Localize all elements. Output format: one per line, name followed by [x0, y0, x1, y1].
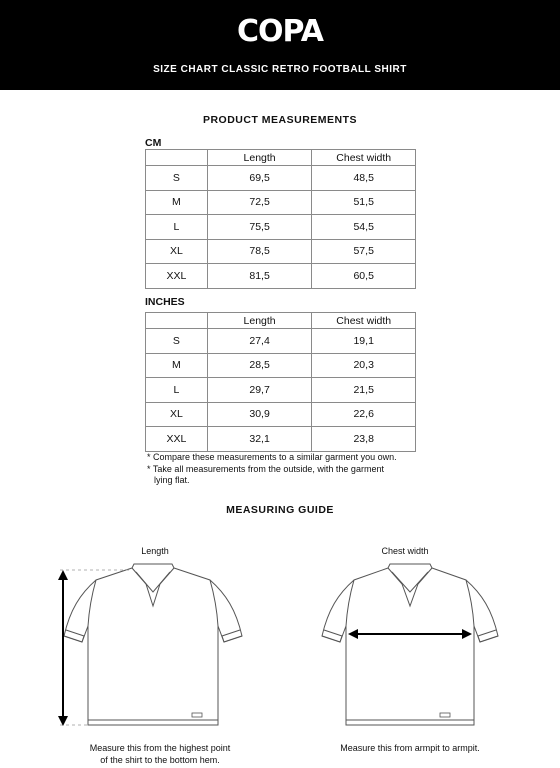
table-header-row [146, 313, 416, 329]
chest-diagram-label: Chest width [381, 546, 429, 556]
cm-size-table [145, 149, 416, 289]
table-row [146, 190, 416, 215]
measurement-notes [147, 452, 437, 487]
size-cell: S [146, 166, 208, 191]
measurement-cell: 27,4 [207, 329, 312, 354]
measurement-cell: 22,6 [312, 402, 416, 427]
page-subtitle: SIZE CHART CLASSIC RETRO FOOTBALL SHIRT [153, 64, 407, 75]
chest-caption: Measure this from armpit to armpit. [340, 743, 480, 753]
measurement-cell: 78,5 [207, 239, 312, 264]
column-header: Length [207, 313, 312, 329]
measurement-cell: 20,3 [312, 353, 416, 378]
length-caption-line2: of the shirt to the bottom hem. [100, 754, 220, 765]
column-header: Length [207, 150, 312, 166]
measurement-cell: 51,5 [312, 190, 416, 215]
note-outside: * Take all measurements from the outside, with the garment [147, 463, 384, 474]
table-row [146, 378, 416, 403]
column-header [146, 150, 208, 166]
product-measurements-title: PRODUCT MEASUREMENTS [202, 114, 358, 126]
size-cell: XL [146, 239, 208, 264]
measurement-cell: 60,5 [312, 264, 416, 289]
measurement-cell: 57,5 [312, 239, 416, 264]
column-header: Chest width [312, 150, 416, 166]
length-diagram-label: Length [141, 546, 169, 556]
table-row [146, 215, 416, 240]
measurement-cell: 72,5 [207, 190, 312, 215]
table-row [146, 353, 416, 378]
size-cell: L [146, 378, 208, 403]
inches-label: INCHES [145, 296, 185, 308]
measurement-cell: 69,5 [207, 166, 312, 191]
measurement-cell: 19,1 [312, 329, 416, 354]
measurement-cell: 32,1 [207, 427, 312, 452]
copa-logo: COPA [237, 14, 323, 49]
measurement-cell: 21,5 [312, 378, 416, 403]
column-header: Chest width [312, 313, 416, 329]
chest-shirt-diagram [310, 560, 510, 740]
size-cell: M [146, 190, 208, 215]
size-cell: M [146, 353, 208, 378]
size-cell: S [146, 329, 208, 354]
length-shirt-diagram [40, 560, 280, 740]
size-cell: L [146, 215, 208, 240]
table-header-row [146, 150, 416, 166]
measurement-cell: 54,5 [312, 215, 416, 240]
inches-size-table [145, 312, 416, 452]
measurement-cell: 75,5 [207, 215, 312, 240]
measurement-cell: 48,5 [312, 166, 416, 191]
measuring-guide-title: MEASURING GUIDE [226, 504, 334, 516]
measurement-cell: 30,9 [207, 402, 312, 427]
size-cell: XXL [146, 427, 208, 452]
measurement-cell: 28,5 [207, 353, 312, 378]
cm-label: CM [145, 137, 162, 149]
table-row [146, 166, 416, 191]
header-bar [0, 0, 560, 90]
size-cell: XL [146, 402, 208, 427]
length-caption [60, 743, 260, 766]
measurement-cell: 81,5 [207, 264, 312, 289]
table-row [146, 402, 416, 427]
size-cell: XXL [146, 264, 208, 289]
table-row [146, 427, 416, 452]
measurement-cell: 29,7 [207, 378, 312, 403]
note-lying-flat: lying flat. [154, 475, 190, 485]
table-row [146, 264, 416, 289]
table-row [146, 239, 416, 264]
table-row [146, 329, 416, 354]
length-caption-line1: Measure this from the highest point [89, 743, 231, 753]
note-compare: * Compare these measurements to a similar garment you own. [147, 452, 397, 462]
column-header [146, 313, 208, 329]
measurement-cell: 23,8 [312, 427, 416, 452]
